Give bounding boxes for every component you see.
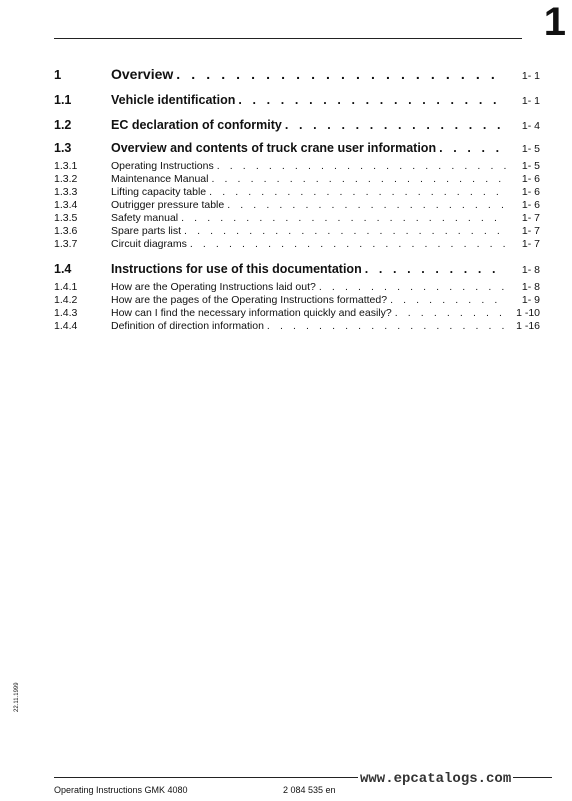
toc-entry[interactable]: [54, 173, 540, 186]
toc-page: 1- 7: [521, 225, 540, 237]
top-rule: [54, 38, 522, 39]
toc-entry[interactable]: [54, 160, 540, 173]
toc-entry[interactable]: [54, 93, 540, 109]
toc-number: 1.3.2: [54, 173, 78, 185]
toc-number: 1.3.4: [54, 199, 78, 211]
toc-page: 1- 1: [521, 70, 540, 82]
toc-entry[interactable]: [54, 320, 540, 333]
toc-title: How are the pages of the Operating Instructions formatted?: [111, 294, 388, 306]
toc-title: Instructions for use of this documentation: [111, 262, 362, 276]
leader-dots: [285, 118, 506, 133]
toc-entry[interactable]: [54, 281, 540, 294]
toc-number: 1.4: [54, 262, 72, 276]
toc-number: 1.3: [54, 141, 72, 155]
toc-title: Safety manual: [111, 212, 179, 224]
toc-title: Operating Instructions: [111, 160, 214, 172]
leader-dots: [267, 320, 506, 333]
toc-title: Overview: [111, 66, 174, 82]
toc-number: 1.4.4: [54, 320, 78, 332]
toc-entry[interactable]: [54, 262, 540, 278]
leader-dots: [227, 199, 506, 212]
leader-dots: [211, 173, 506, 186]
chapter-number: 1: [543, 0, 566, 44]
toc-entry[interactable]: [54, 212, 540, 225]
side-date: 22.11.1999: [14, 682, 20, 712]
leader-dots: [390, 294, 506, 307]
watermark: www.epcatalogs.com: [360, 771, 512, 787]
toc-page: 1- 7: [521, 238, 540, 250]
toc-title: Lifting capacity table: [111, 186, 207, 198]
toc-title: Definition of direction information: [111, 320, 264, 332]
leader-dots: [184, 225, 506, 238]
toc-title: How can I find the necessary information quickly and easily?: [111, 307, 392, 319]
toc-number: 1.3.5: [54, 212, 78, 224]
toc-entry[interactable]: [54, 294, 540, 307]
leader-dots: [319, 281, 506, 294]
toc-number: 1.4.1: [54, 281, 78, 293]
toc-entry[interactable]: [54, 199, 540, 212]
toc-number: 1.1: [54, 93, 72, 107]
toc-page: 1- 1: [521, 95, 540, 107]
toc-page: 1- 6: [521, 199, 540, 211]
leader-dots: [217, 160, 506, 173]
footer-title: Operating Instructions GMK 4080: [54, 785, 188, 795]
toc-entry[interactable]: [54, 225, 540, 238]
toc-title: Maintenance Manual: [111, 173, 209, 185]
toc-title: How are the Operating Instructions laid out?: [111, 281, 316, 293]
toc-title: Circuit diagrams: [111, 238, 187, 250]
toc-number: 1.3.3: [54, 186, 78, 198]
leader-dots: [439, 141, 506, 156]
leader-dots: [176, 66, 506, 83]
toc-page: 1- 7: [521, 212, 540, 224]
toc-page: 1- 6: [521, 173, 540, 185]
toc-title: Spare parts list: [111, 225, 182, 237]
toc-number: 1.3.6: [54, 225, 78, 237]
leader-dots: [190, 238, 506, 251]
toc-title: EC declaration of conformity: [111, 118, 282, 132]
toc-page: 1 -16: [516, 320, 540, 332]
leader-dots: [395, 307, 506, 320]
toc-entry[interactable]: [54, 141, 540, 157]
toc-page: 1- 6: [521, 186, 540, 198]
toc-title: Outrigger pressure table: [111, 199, 225, 211]
leader-dots: [365, 262, 506, 277]
toc-number: 1.3.1: [54, 160, 78, 172]
toc-number: 1.4.3: [54, 307, 78, 319]
toc-entry[interactable]: [54, 118, 540, 134]
toc-page: 1- 5: [521, 143, 540, 155]
toc-number: 1.2: [54, 118, 72, 132]
toc-page: 1- 4: [521, 120, 540, 132]
toc-page: 1- 8: [521, 264, 540, 276]
toc-page: 1- 8: [521, 281, 540, 293]
toc-entry[interactable]: [54, 66, 540, 85]
toc-number: 1.4.2: [54, 294, 78, 306]
toc-page: 1- 5: [521, 160, 540, 172]
toc-title: Overview and contents of truck crane user information: [111, 141, 437, 155]
toc-page: 1 -10: [516, 307, 540, 319]
leader-dots: [181, 212, 506, 225]
toc-entry[interactable]: [54, 238, 540, 251]
toc-number: 1: [54, 67, 62, 82]
toc-page: 1- 9: [521, 294, 540, 306]
leader-dots: [238, 93, 506, 108]
toc-entry[interactable]: [54, 186, 540, 199]
toc-title: Vehicle identification: [111, 93, 236, 107]
toc-entry[interactable]: [54, 307, 540, 320]
leader-dots: [209, 186, 506, 199]
toc-number: 1.3.7: [54, 238, 78, 250]
footer-doc-number: 2 084 535 en: [283, 785, 336, 795]
